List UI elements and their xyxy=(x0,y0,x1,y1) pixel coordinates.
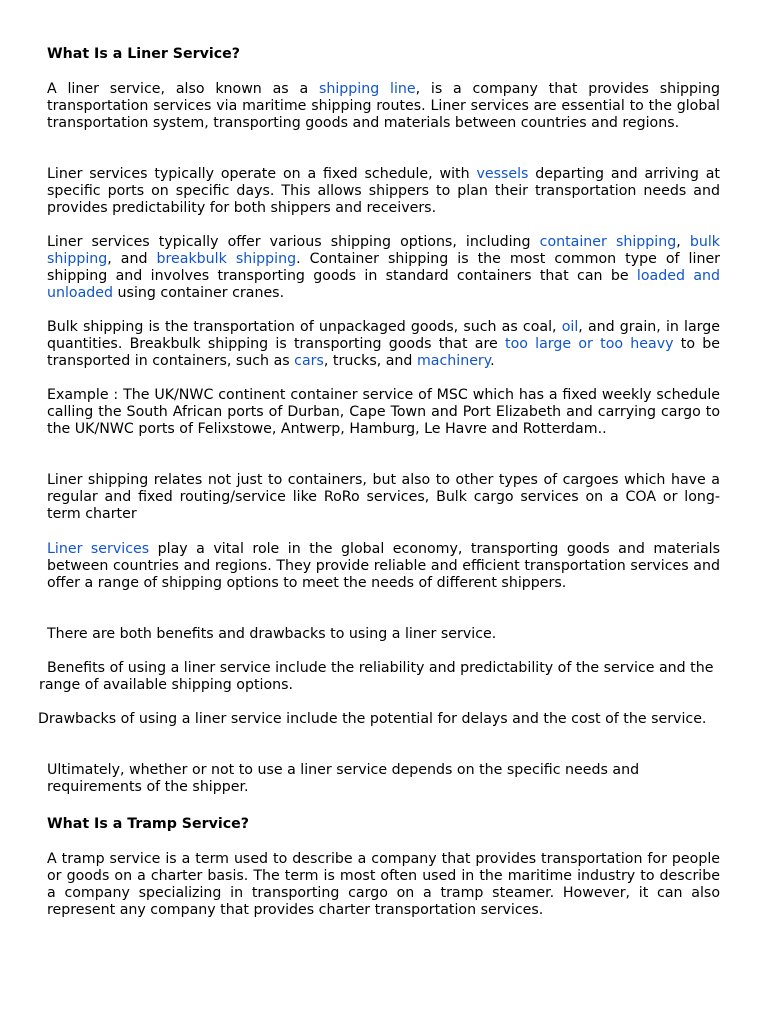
link-breakbulk-shipping[interactable]: breakbulk shipping xyxy=(156,251,297,267)
paragraph-ultimately: Ultimately, whether or not to use a liner service depends on the specific needs and requirements of the shipper. xyxy=(47,762,640,795)
link-too-large-or-too-heavy[interactable]: too large or too heavy xyxy=(505,336,674,352)
text: departing and arriving at specific ports on specific days. This allows shippers to plan their transportation needs and provides predictability for both shippers and receivers. xyxy=(47,166,720,216)
heading-liner-service: What Is a Liner Service? xyxy=(47,46,240,62)
text: . Container shipping is the most common type of liner shipping and involves transporting goods in standard containers that can be xyxy=(47,251,720,284)
paragraph-liner-role xyxy=(47,541,720,592)
text: , trucks, and xyxy=(323,353,417,369)
text: Liner services typically operate on a fixed schedule, with xyxy=(47,166,477,182)
paragraph-bulk-shipping xyxy=(47,319,720,370)
text: , xyxy=(676,234,690,250)
paragraph-benefits-drawbacks: There are both benefits and drawbacks to using a liner service. xyxy=(47,626,497,642)
text: Bulk shipping is the transportation of unpackaged goods, such as coal, xyxy=(47,319,562,335)
paragraph-example-msc: Example : The UK/NWC continent container service of MSC which has a fixed weekly schedule calling the South African ports of Durban, Cape Town and Port Elizabeth and carrying cargo to the UK/NWC ports of Felixstowe, Antwerp, Hamburg, Le Havre and Rotterdam.. xyxy=(47,387,720,437)
link-cars[interactable]: cars xyxy=(294,353,324,369)
heading-tramp-service: What Is a Tramp Service? xyxy=(47,816,249,832)
text: , is a company that provides shipping transportation services via maritime shipping routes. Liner services are essential to the global transportation system, transporting goods and materials between countries and regions. xyxy=(47,81,720,131)
text: play a vital role in the global economy, transporting goods and materials between countries and regions. They provide reliable and efficient transportation services and offer a range of shipping options to meet the needs of different shippers. xyxy=(47,541,720,591)
paragraph-tramp-intro: A tramp service is a term used to describe a company that provides transportation for people or goods on a charter basis. The term is most often used in the maritime industry to describe a company specializing in transporting cargo on a tramp steamer. However, it can also represent any company that provides charter transportation services. xyxy=(47,851,720,918)
paragraph-liner-intro xyxy=(47,81,720,132)
link-oil[interactable]: oil xyxy=(561,319,579,335)
text: . xyxy=(490,353,495,369)
text: , and grain, in large quantities. Breakbulk shipping is transporting goods that are xyxy=(47,319,720,352)
paragraph-fixed-schedule xyxy=(47,166,720,217)
link-vessels[interactable]: vessels xyxy=(476,166,529,182)
paragraph-liner-cargo-types: Liner shipping relates not just to containers, but also to other types of cargoes which have a regular and fixed routing/service like RoRo services, Bulk cargo services on a COA or long-term charter xyxy=(47,472,720,522)
link-bulk-shipping[interactable]: bulk shipping xyxy=(47,234,720,267)
text: using container cranes. xyxy=(113,285,285,301)
paragraph-drawbacks: Drawbacks of using a liner service include the potential for delays and the cost of the service. xyxy=(38,711,707,727)
link-machinery[interactable]: machinery xyxy=(416,353,491,369)
paragraph-shipping-options xyxy=(47,234,720,302)
text: to be transported in containers, such as xyxy=(47,336,721,369)
link-shipping-line[interactable]: shipping line xyxy=(318,81,416,97)
paragraph-benefits: Benefits of using a liner service include the reliability and predictability of the service and the range of available shipping options. xyxy=(39,660,714,693)
text: Liner services typically offer various shipping options, including xyxy=(47,234,540,250)
link-container-shipping[interactable]: container shipping xyxy=(539,234,677,250)
link-loaded-and-unloaded[interactable]: loaded and unloaded xyxy=(47,268,721,301)
text: , and xyxy=(107,251,157,267)
text: A liner service, also known as a xyxy=(47,81,319,97)
link-liner-services[interactable]: Liner services xyxy=(47,541,150,557)
